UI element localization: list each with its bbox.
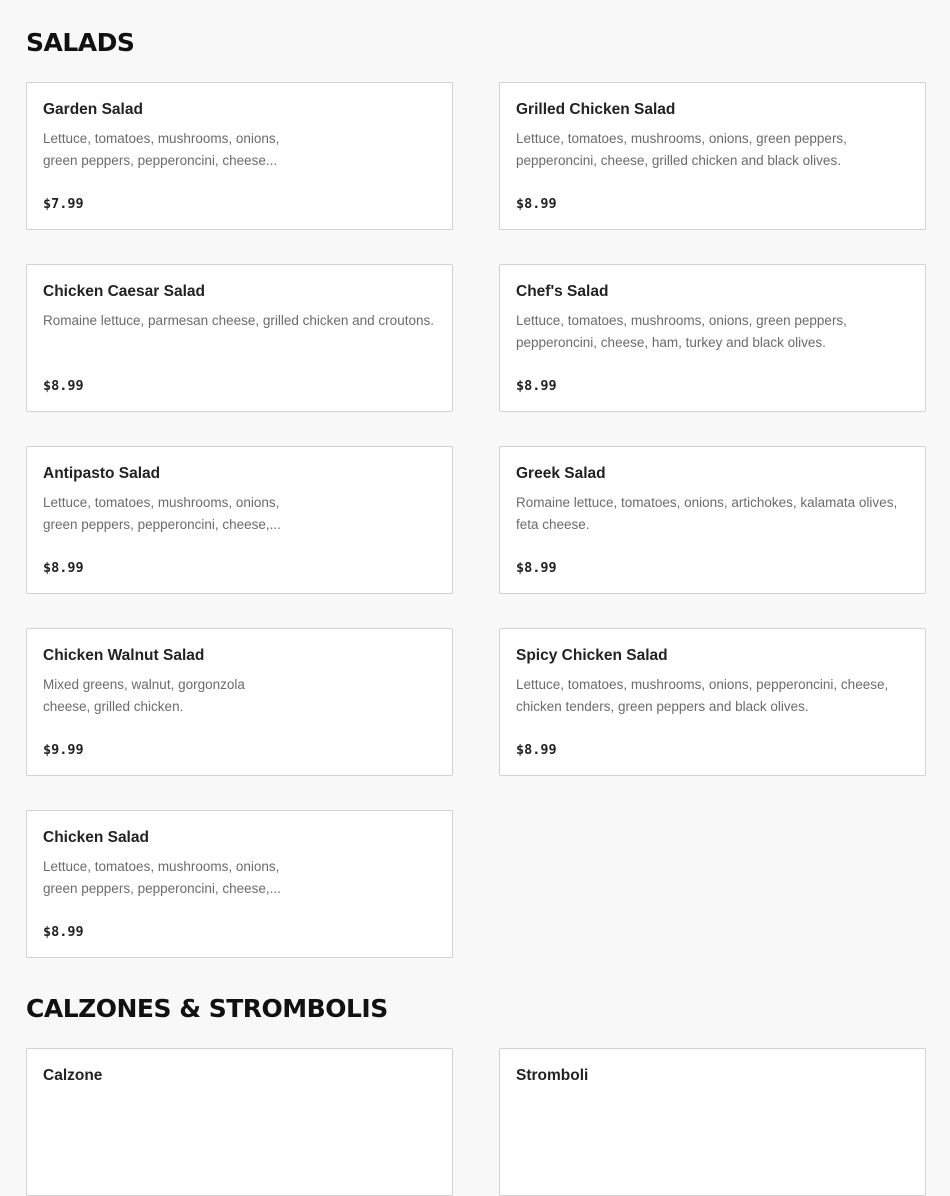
menu-item-name: Garden Salad bbox=[43, 101, 143, 118]
menu-item-price: $9.99 bbox=[43, 742, 84, 758]
menu-item-price: $8.99 bbox=[516, 560, 557, 576]
menu-item-name: Chef's Salad bbox=[516, 283, 609, 300]
menu-item-price: $8.99 bbox=[516, 378, 557, 394]
menu-item-chefs-salad[interactable] bbox=[499, 264, 926, 412]
menu-item-grilled-chicken-salad[interactable] bbox=[499, 82, 926, 230]
menu-item-greek-salad[interactable] bbox=[499, 446, 926, 594]
menu-item-description: Romaine lettuce, parmesan cheese, grilled chicken and croutons. bbox=[43, 313, 434, 328]
menu-item-name: Chicken Salad bbox=[43, 829, 149, 846]
section-title-salads: SALADS bbox=[26, 28, 135, 57]
menu-item-name: Spicy Chicken Salad bbox=[516, 647, 668, 664]
menu-item-chicken-salad[interactable] bbox=[26, 810, 453, 958]
menu-item-description: Lettuce, tomatoes, mushrooms, onions, green peppers, pepperoncini, cheese,... bbox=[43, 859, 281, 896]
menu-item-description: Lettuce, tomatoes, mushrooms, onions, green peppers, pepperoncini, cheese... bbox=[43, 131, 280, 168]
menu-item-description: Romaine lettuce, tomatoes, onions, artichokes, kalamata olives, feta cheese. bbox=[516, 495, 898, 532]
menu-item-name: Grilled Chicken Salad bbox=[516, 101, 676, 118]
section-title-calzones-strombolis: CALZONES & STROMBOLIS bbox=[26, 994, 388, 1023]
menu-item-description: Lettuce, tomatoes, mushrooms, onions, green peppers, pepperoncini, cheese, grilled chicken and black olives. bbox=[516, 131, 847, 168]
menu-item-chicken-caesar-salad[interactable] bbox=[26, 264, 453, 412]
menu-item-description: Lettuce, tomatoes, mushrooms, onions, green peppers, pepperoncini, cheese, ham, turkey and black olives. bbox=[516, 313, 847, 350]
menu-item-description: Mixed greens, walnut, gorgonzola cheese, grilled chicken. bbox=[43, 677, 245, 714]
menu-item-calzone[interactable] bbox=[26, 1048, 453, 1196]
menu-item-name: Chicken Walnut Salad bbox=[43, 647, 205, 664]
menu-item-name: Calzone bbox=[43, 1067, 103, 1084]
menu-item-chicken-walnut-salad[interactable] bbox=[26, 628, 453, 776]
menu-item-name: Chicken Caesar Salad bbox=[43, 283, 205, 300]
menu-item-description: Lettuce, tomatoes, mushrooms, onions, green peppers, pepperoncini, cheese,... bbox=[43, 495, 281, 532]
menu-item-price: $8.99 bbox=[516, 742, 557, 758]
menu-item-price: $8.99 bbox=[43, 560, 84, 576]
menu-item-garden-salad[interactable] bbox=[26, 82, 453, 230]
menu-item-name: Antipasto Salad bbox=[43, 465, 161, 482]
menu-item-price: $8.99 bbox=[43, 924, 84, 940]
menu-item-price: $7.99 bbox=[43, 196, 84, 212]
menu-item-description: Lettuce, tomatoes, mushrooms, onions, pepperoncini, cheese, chicken tenders, green peppers and black olives. bbox=[516, 677, 889, 714]
menu-item-name: Greek Salad bbox=[516, 465, 606, 482]
menu-item-name: Stromboli bbox=[516, 1067, 589, 1084]
menu-item-price: $8.99 bbox=[43, 378, 84, 394]
menu-item-antipasto-salad[interactable] bbox=[26, 446, 453, 594]
menu-item-spicy-chicken-salad[interactable] bbox=[499, 628, 926, 776]
menu-item-price: $8.99 bbox=[516, 196, 557, 212]
menu-item-stromboli[interactable] bbox=[499, 1048, 926, 1196]
